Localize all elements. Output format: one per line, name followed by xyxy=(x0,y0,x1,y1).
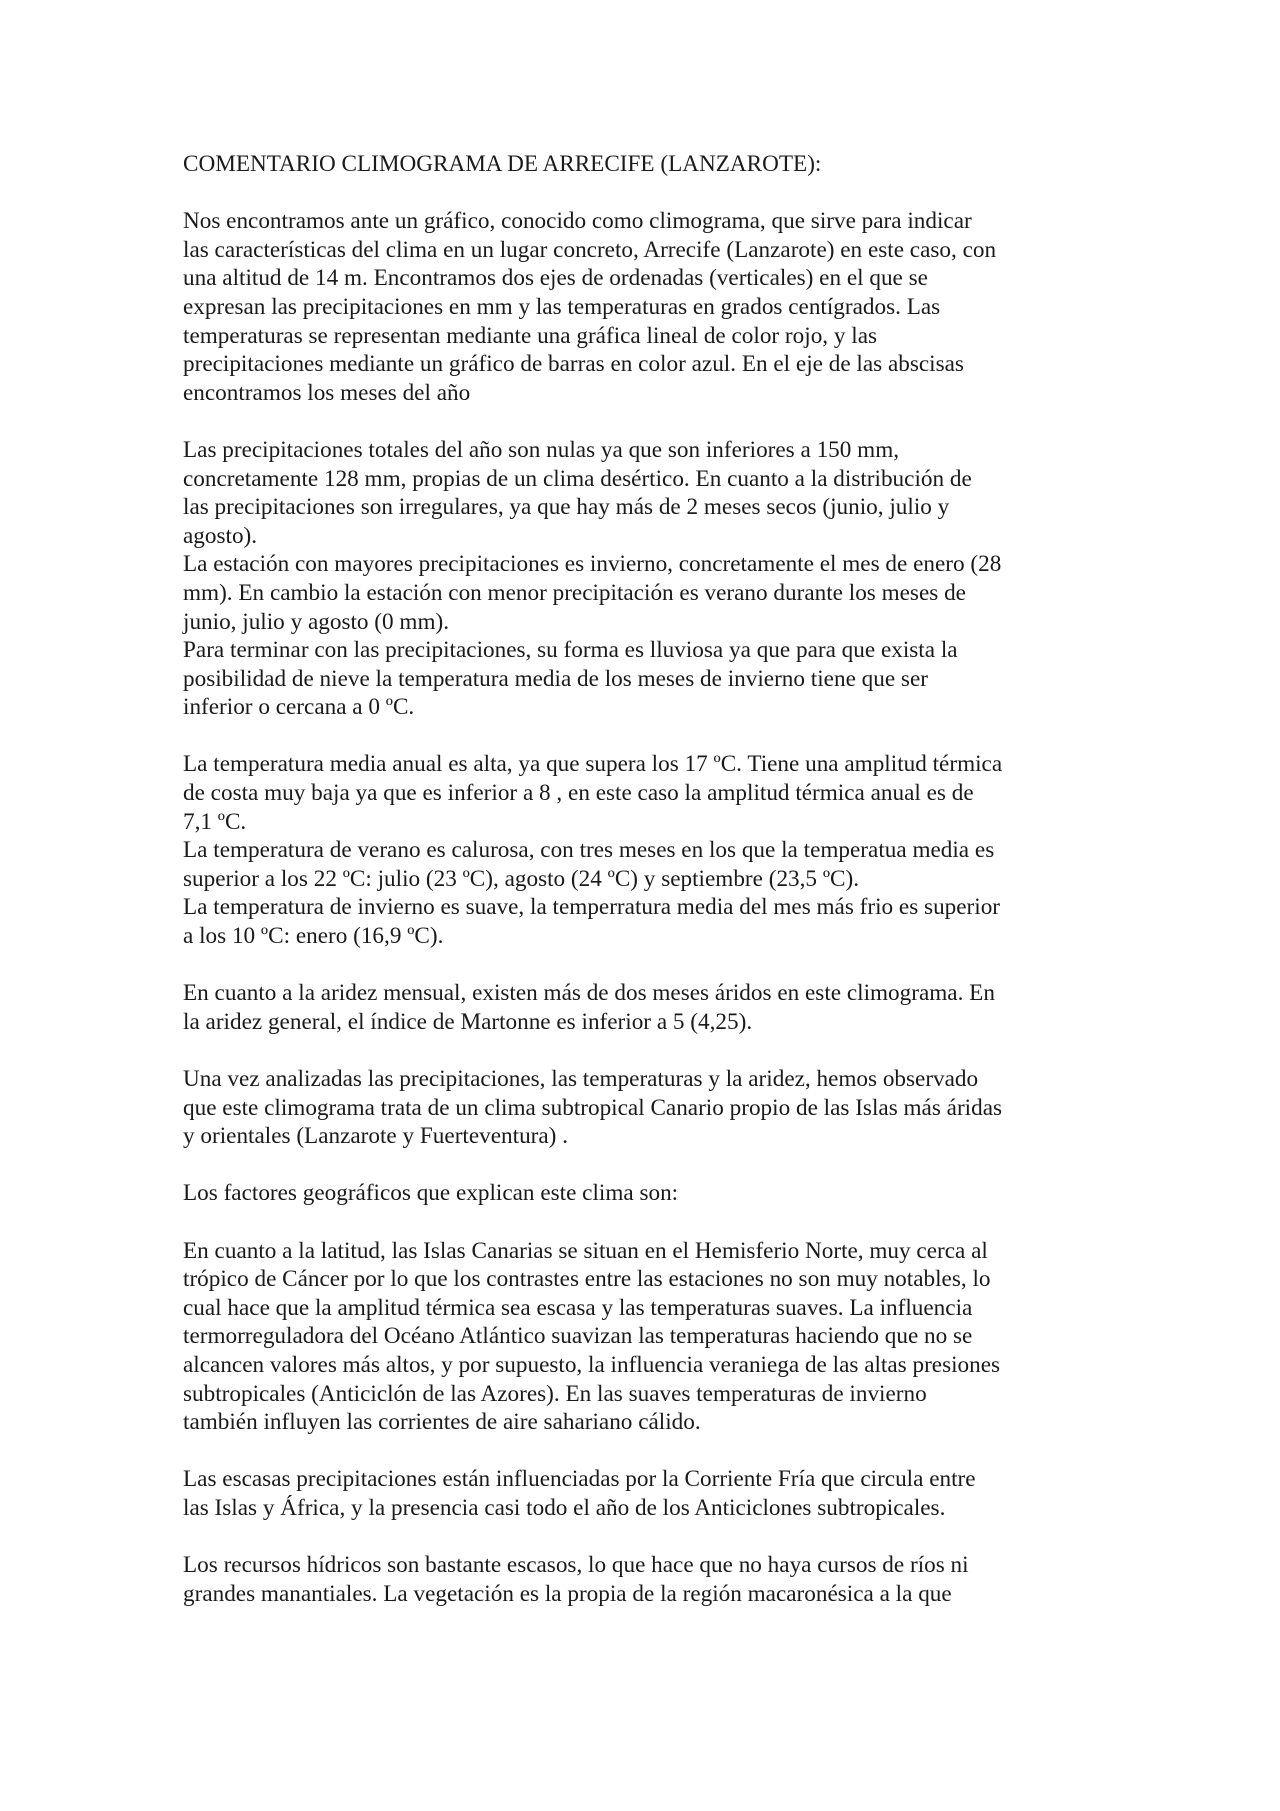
paragraph: Nos encontramos ante un gráfico, conocido como climograma, que sirve para indicar las características del clima en un lugar concreto, Arrecife (Lanzarote) en este caso, con una altitud de 14 m. Encontramos dos ejes de ordenadas (verticales) en el que se expresan las precipitaciones en mm y las temperaturas en grados centígrados. Las temperaturas se representan mediante una gráfica lineal de color rojo, y las precipitaciones mediante un gráfico de barras en color azul. En el eje de las abscisas encontramos los meses del año xyxy=(183,208,997,406)
paragraph: En cuanto a la latitud, las Islas Canarias se situan en el Hemisferio Norte, muy cerca al trópico de Cáncer por lo que los contrastes entre las estaciones no son muy notables, lo cual hace que la amplitud térmica sea escasa y las temperaturas suaves. La influencia termorreguladora del Océano Atlántico suavizan las temperaturas haciendo que no se alcancen valores más altos, y por supuesto, la influencia veraniega de las altas presiones subtropicales (Anticiclón de las Azores). En las suaves temperaturas de invierno también influyen las corrientes de aire sahariano cálido. xyxy=(183,1237,1001,1436)
paragraph-gap xyxy=(183,1208,1113,1237)
paragraph: La estación con mayores precipitaciones es invierno, concretamente el mes de enero (28 mm). En cambio la estación con menor precipitación es verano durante los meses de junio, julio y agosto (0 mm). xyxy=(183,551,1002,635)
paragraph-gap xyxy=(183,1523,1113,1552)
paragraph: Las escasas precipitaciones están influenciadas por la Corriente Fría que circula entre las Islas y África, y la presencia casi todo el año de los Anticiclones subtropicales. xyxy=(183,1466,976,1521)
document-body xyxy=(183,207,1113,1608)
paragraph: La temperatura de invierno es suave, la temperratura media del mes más frio es superior a los 10 ºC: enero (16,9 ºC). xyxy=(183,894,1001,950)
paragraph-gap xyxy=(183,951,1113,980)
paragraph: En cuanto a la aridez mensual, existen más de dos meses áridos en este climograma. En la aridez general, el índice de Martonne es inferior a 5 (4,25). xyxy=(183,980,995,1035)
paragraph-gap xyxy=(183,722,1113,751)
paragraph-gap xyxy=(183,179,1113,208)
paragraph-gap xyxy=(183,407,1113,436)
paragraph: Los factores geográficos que explican este clima son: xyxy=(183,1180,679,1207)
paragraph-gap xyxy=(183,1151,1113,1180)
paragraph-gap xyxy=(183,1437,1113,1466)
paragraph: Las precipitaciones totales del año son nulas ya que son inferiores a 150 mm, concretamente 128 mm, propias de un clima desértico. En cuanto a la distribución de las precipitaciones son irregulares, ya que hay más de 2 meses secos (junio, julio y agosto). xyxy=(183,436,972,549)
paragraph: Los recursos hídricos son bastante escasos, lo que hace que no haya cursos de ríos ni grandes manantiales. La vegetación es la propia de la región macaronésica a la que xyxy=(183,1552,969,1607)
document-title: COMENTARIO CLIMOGRAMA DE ARRECIFE (LANZAROTE): xyxy=(183,151,822,177)
paragraph: Para terminar con las precipitaciones, su forma es lluviosa ya que para que exista la posibilidad de nieve la temperatura media de los meses de invierno tiene que ser inferior o cercana a 0 ºC. xyxy=(183,637,958,721)
paragraph: Una vez analizadas las precipitaciones, las temperaturas y la aridez, hemos observado que este climograma trata de un clima subtropical Canario propio de las Islas más áridas y orientales (Lanzarote y Fuerteventura) . xyxy=(183,1066,1003,1150)
document-page xyxy=(183,150,1113,1608)
paragraph-gap xyxy=(183,1036,1113,1065)
paragraph: La temperatura media anual es alta, ya que supera los 17 ºC. Tiene una amplitud térmica de costa muy baja ya que es inferior a 8 , en este caso la amplitud térmica anual es de 7,1 ºC. xyxy=(183,751,1003,835)
paragraph: La temperatura de verano es calurosa, con tres meses en los que la temperatua media es superior a los 22 ºC: julio (23 ºC), agosto (24 ºC) y septiembre (23,5 ºC). xyxy=(183,837,995,892)
